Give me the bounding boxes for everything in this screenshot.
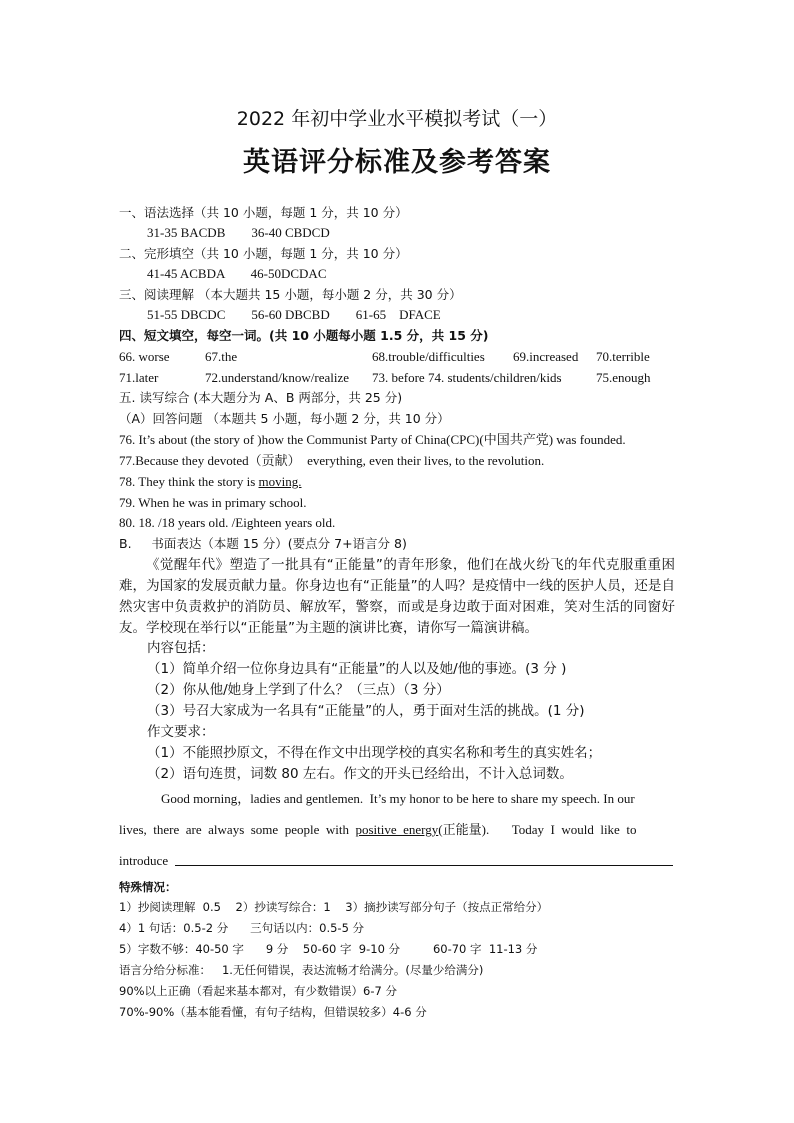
language-score-tier-2: 70%-90%（基本能看懂，有句子结构，但错误较多）4-6 分 xyxy=(119,1005,427,1019)
answer-66: 66. worse xyxy=(119,349,170,364)
section-5-heading: 五. 读写综合 (本大题分为 A、B 两部分，共 25 分) xyxy=(119,390,403,405)
special-case-line-2: 4）1 句话：0.5-2 分 三句话以内：0.5-5 分 xyxy=(119,921,365,935)
essay-opening-line-3: introduce xyxy=(119,853,172,868)
answer-73-74: 73. before 74. students/children/kids xyxy=(372,370,562,385)
section-3-heading: 三、阅读理解 （本大题共 15 小题，每小题 2 分，共 30 分） xyxy=(119,287,462,302)
answer-71: 71.later xyxy=(119,370,159,385)
language-score-tier-1: 90%以上正确（看起来基本都对，有少数错误）6-7 分 xyxy=(119,984,397,998)
answer-72: 72.understand/know/realize xyxy=(205,370,350,385)
section-5b-heading: B. 书面表达（本题 15 分）(要点分 7+语言分 8) xyxy=(119,536,407,551)
writing-prompt: 《觉醒年代》塑造了一批具有“正能量”的青年形象，他们在战火纷飞的年代克服重重困难，为国家的发展贡献力量。你身边也有“正能量”的人吗？是疫情中一线的医护人员，还是自然灾害中负责救护的消防员、解放军，警察，而或是身边敢于面对困难，笑对生活的同窗好友。学校现在举行以“正能量”为主题的演讲比赛，请你写一篇演讲稿。 xyxy=(119,557,675,636)
content-point-3: （3）号召大家成为一名具有“正能量”的人，勇于面对生活的挑战。(1 分) xyxy=(147,703,585,719)
section-2-answers: 41-45 ACBDA 46-50DCDAC xyxy=(147,266,327,281)
answer-77: 77.Because they devoted（贡献） everything, even their lives, to the revolution. xyxy=(119,453,545,468)
answer-76: 76. It’s about (the story of )how the Communist Party of China(CPC)(中国共产党) was founded. xyxy=(119,432,626,447)
answer-80: 80. 18. /18 years old. /Eighteen years old. xyxy=(119,515,336,530)
page-title: 2022 年初中学业水平模拟考试（一） xyxy=(236,108,558,130)
positive-energy-underlined: positive energy xyxy=(355,822,439,837)
answer-78 xyxy=(119,474,302,490)
requirements-label: 作文要求： xyxy=(147,724,215,740)
essay-opening-line-2 xyxy=(119,822,636,838)
section-4-heading: 四、短文填空，每空一词。(共 10 小题每小题 1.5 分，共 15 分) xyxy=(119,328,489,343)
content-point-1: （1）简单介绍一位你身边具有“正能量”的人以及她/他的事迹。(3 分 ) xyxy=(147,661,567,677)
language-score-criteria: 语言分给分标准： 1.无任何错误，表达流畅才给满分。(尽量少给满分) xyxy=(119,963,484,977)
section-1-answers: 31-35 BACDB 36-40 CBDCD xyxy=(147,225,330,240)
answer-78-underlined: moving. xyxy=(258,474,302,489)
special-case-line-3: 5）字数不够：40-50 字 9 分 50-60 字 9-10 分 60-70 字 11-13 分 xyxy=(119,942,538,956)
content-label: 内容包括： xyxy=(147,640,215,656)
special-case-line-1: 1）抄阅读理解 0.5 2）抄读写综合：1 3）摘抄读写部分句子（按点正常给分） xyxy=(119,900,549,914)
requirement-2: （2）语句连贯，词数 80 左右。作文的开头已经给出，不计入总词数。 xyxy=(147,766,573,782)
content-point-2: （2）你从他/她身上学到了什么？（三点）（3 分） xyxy=(147,682,450,698)
answer-78-text: 78. They think the story is xyxy=(119,474,259,489)
section-5a-heading: （A）回答问题 （本题共 5 小题，每小题 2 分，共 10 分） xyxy=(119,411,450,426)
answer-68: 68.trouble/difficulties xyxy=(372,349,485,364)
section-1-heading: 一、语法选择（共 10 小题，每题 1 分，共 10 分） xyxy=(119,205,408,220)
essay-answer-blank xyxy=(175,865,673,866)
requirement-1: （1）不能照抄原文，不得在作文中出现学校的真实名称和考生的真实姓名； xyxy=(147,745,602,761)
essay-opening-line-1: Good morning，ladies and gentlemen. It’s my honor to be here to share my speech. In our xyxy=(161,791,635,806)
section-2-heading: 二、完形填空（共 10 小题，每题 1 分，共 10 分） xyxy=(119,246,408,261)
answer-69: 69.increased xyxy=(513,349,579,364)
essay-opening-text: lives, there are always some people with xyxy=(119,822,356,837)
special-cases-title: 特殊情况： xyxy=(119,880,177,894)
answer-75: 75.enough xyxy=(596,370,651,385)
answer-79: 79. When he was in primary school. xyxy=(119,495,307,510)
page-subtitle: 英语评分标准及参考答案 xyxy=(243,147,551,178)
answer-70: 70.terrible xyxy=(596,349,650,364)
section-3-answers: 51-55 DBCDC 56-60 DBCBD 61-65 DFACE xyxy=(147,307,441,322)
answer-67: 67.the xyxy=(205,349,238,364)
essay-opening-text-end: (正能量). Today I would like to xyxy=(438,822,637,837)
